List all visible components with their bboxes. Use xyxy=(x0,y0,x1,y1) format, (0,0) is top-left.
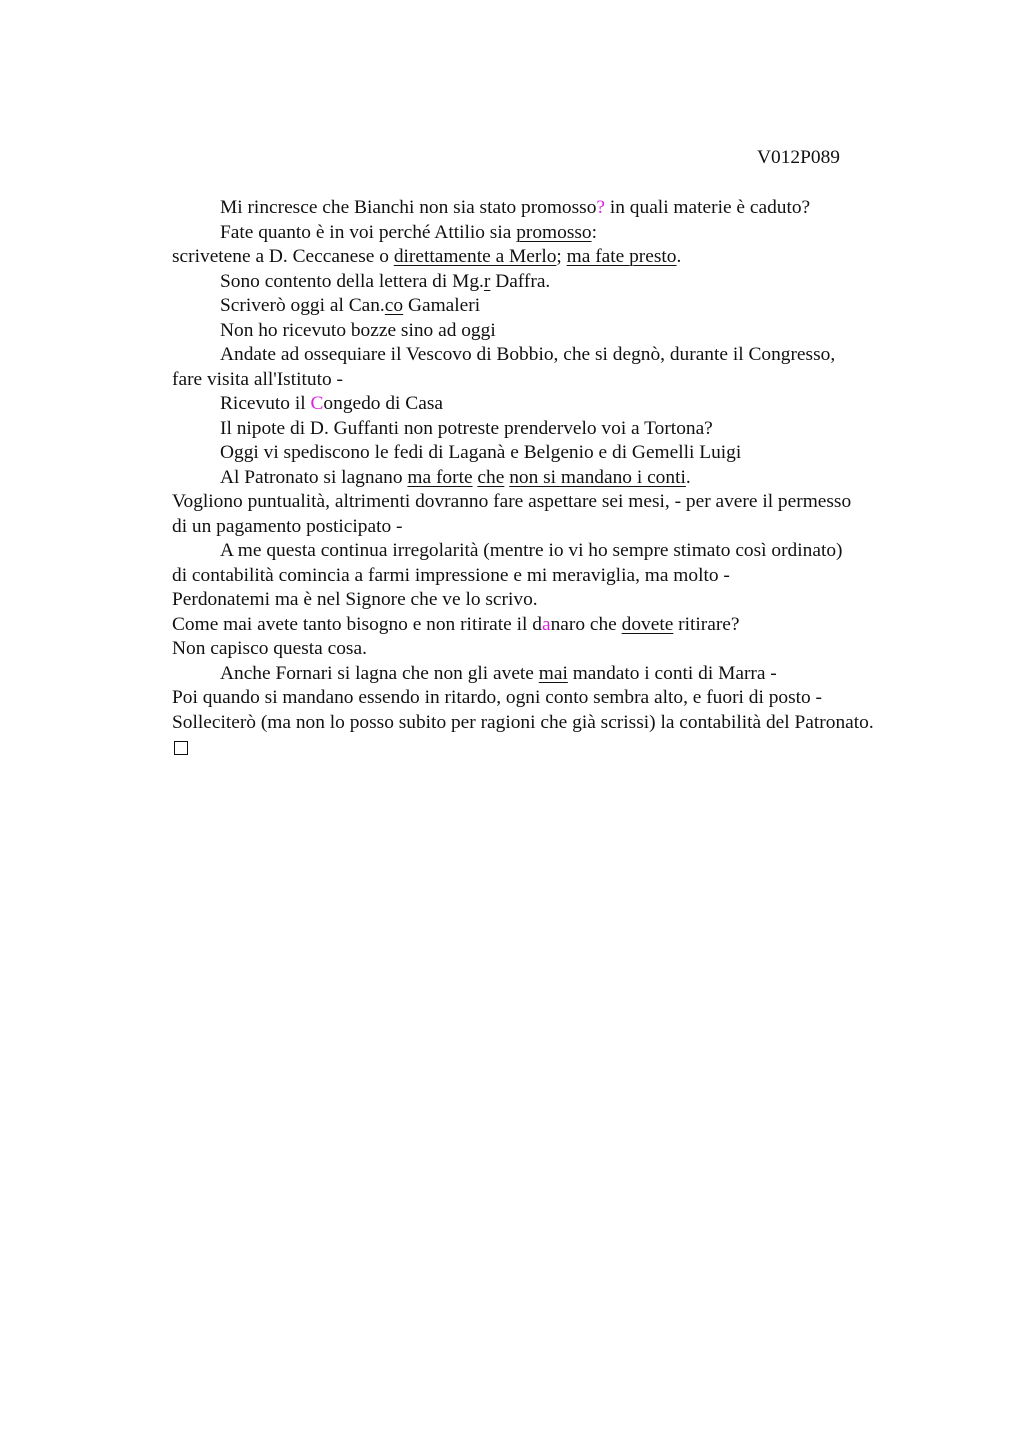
text-line xyxy=(172,441,972,466)
letter-body xyxy=(172,196,972,760)
underlined-text: mai xyxy=(538,662,568,684)
text-line xyxy=(172,588,972,613)
text-line xyxy=(172,515,972,540)
text-segment: Solleciterò (ma non lo posso subito per ragioni che già scrissi) la contabilità del Patronato. xyxy=(172,711,874,733)
text-line xyxy=(172,613,972,638)
text-segment: Perdonatemi ma è nel Signore che ve lo scrivo. xyxy=(172,589,538,610)
text-segment: Fate quanto è in voi perché Attilio sia xyxy=(220,221,517,243)
text-segment: fare visita all'Istituto - xyxy=(172,368,343,390)
text-segment: scrivetene a D. Ceccanese o xyxy=(172,246,394,267)
end-of-text-box-icon xyxy=(174,741,188,755)
highlighted-char: C xyxy=(310,393,324,414)
text-segment: Ricevuto il xyxy=(220,393,311,414)
underlined-text: ma forte xyxy=(407,466,473,488)
text-line xyxy=(172,294,972,319)
text-segment: ongedo di Casa xyxy=(323,393,443,414)
text-line xyxy=(172,319,972,344)
text-segment: Mi rincresce che Bianchi non sia stato promosso xyxy=(220,197,597,218)
text-segment: Gamaleri xyxy=(403,295,481,316)
text-segment: Non ho ricevuto bozze sino ad oggi xyxy=(220,319,496,341)
text-line xyxy=(172,490,972,515)
underlined-text: direttamente a Merlo xyxy=(393,246,557,267)
text-line xyxy=(172,417,972,442)
text-line xyxy=(172,539,972,564)
text-segment: Oggi vi spediscono le fedi di Laganà e Belgenio e di Gemelli Luigi xyxy=(220,442,742,463)
text-segment: naro che xyxy=(550,613,622,635)
underlined-text: co xyxy=(384,295,404,316)
text-segment: Anche Fornari si lagna che non gli avete xyxy=(220,662,539,684)
text-segment: . xyxy=(676,246,682,267)
underlined-text: che xyxy=(477,466,505,488)
text-segment: Il nipote di D. Guffanti non potreste prendervelo voi a Tortona? xyxy=(220,417,713,439)
underlined-text: promosso xyxy=(516,221,592,243)
text-segment: Come mai avete tanto bisogno e non ritirate il d xyxy=(172,613,542,635)
text-segment: di contabilità comincia a farmi impressione e mi meraviglia, ma molto - xyxy=(172,564,730,586)
underlined-text: dovete xyxy=(621,613,674,635)
text-segment: Scriverò oggi al Can. xyxy=(220,295,385,316)
text-segment: A me questa continua irregolarità (mentre io vi ho sempre stimato così ordinato) xyxy=(220,540,843,561)
text-segment: Al Patronato si lagnano xyxy=(220,466,408,488)
text-line xyxy=(172,686,972,711)
text-line xyxy=(172,662,972,687)
text-segment: Sono contento della lettera di Mg. xyxy=(220,270,484,292)
text-segment: in quali materie è caduto? xyxy=(605,197,811,218)
underlined-text: non si mandano i conti xyxy=(509,466,686,488)
underlined-text: ma fate presto xyxy=(566,246,677,267)
highlighted-char: a xyxy=(541,613,551,635)
text-segment: di un pagamento posticipato - xyxy=(172,515,403,537)
text-segment: ritirare? xyxy=(673,613,740,635)
text-segment: : xyxy=(591,221,597,243)
text-line xyxy=(172,196,972,221)
text-line xyxy=(172,711,972,736)
text-line xyxy=(172,564,972,589)
highlighted-char: ? xyxy=(596,197,606,218)
text-segment: ; xyxy=(556,246,567,267)
text-segment: mandato i conti di Marra - xyxy=(567,662,777,684)
end-marker-line xyxy=(172,735,972,760)
text-segment: . xyxy=(685,466,691,488)
text-line xyxy=(172,637,972,662)
text-line xyxy=(172,392,972,417)
underlined-text: r xyxy=(483,270,491,292)
page-identifier: V012P089 xyxy=(757,147,840,168)
text-line xyxy=(172,245,972,270)
text-line xyxy=(172,368,972,393)
text-segment: Vogliono puntualità, altrimenti dovranno fare aspettare sei mesi, - per avere il permesso xyxy=(172,491,852,512)
text-line xyxy=(172,221,972,246)
text-segment: Andate ad ossequiare il Vescovo di Bobbio, che si degnò, durante il Congresso, xyxy=(220,344,836,365)
text-segment: Daffra. xyxy=(490,270,551,292)
text-segment: Poi quando si mandano essendo in ritardo, ogni conto sembra alto, e fuori di posto - xyxy=(172,687,823,708)
text-segment: Non capisco questa cosa. xyxy=(172,638,367,659)
text-line xyxy=(172,466,972,491)
text-line xyxy=(172,270,972,295)
text-line xyxy=(172,343,972,368)
